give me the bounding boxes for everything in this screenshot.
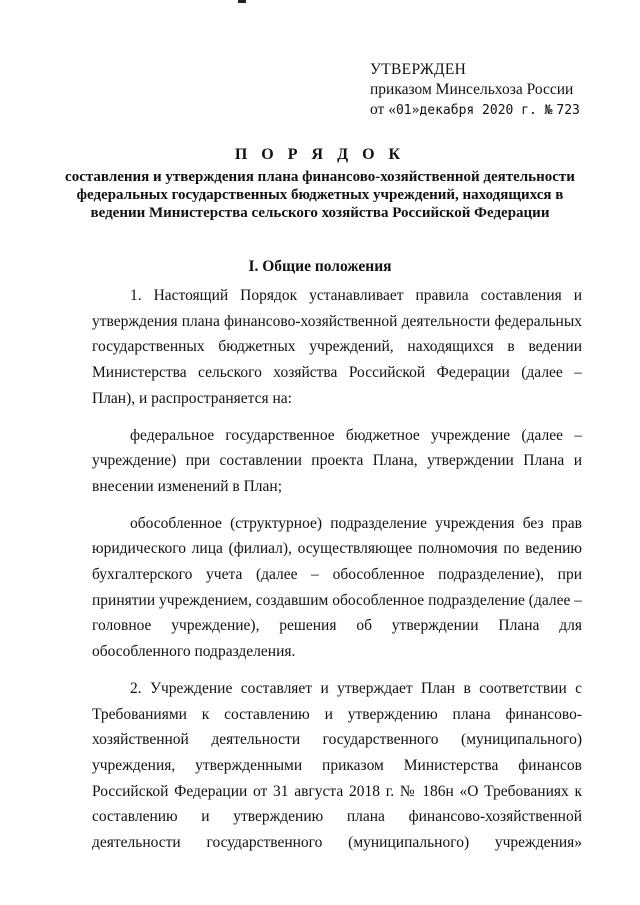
approval-date-day: 01 [395, 103, 412, 118]
approval-title: УТВЕРЖДЕН [370, 61, 467, 78]
paragraph-4: 2. Учреждение составляет и утверждает План в соответствии с Требованиями к составлению и утверждению плана финансово-хозяйственной деятельности государственного (муниципального) учреждения, утвержденными приказом Министерства финансов Российской Федерации от 31 августа 2018 г. № 186н «О Требованиях к составлению и утверждению плана финансово-хозяйственной деятельности государственного (муниципального) учреждения» [92, 679, 582, 852]
document-title: П О Р Я Д О К [234, 146, 406, 163]
scan-artifact [238, 0, 246, 3]
approval-date-prefix: от « [370, 101, 396, 118]
approval-order-number: 723 [556, 103, 580, 118]
approval-order-line: приказом Минсельхоза России [370, 81, 574, 98]
section-heading: I. Общие положения [248, 258, 392, 275]
paragraph-3: обособленное (структурное) подразделение учреждения без прав юридического лица (филиал), осуществляющее полномочия по ведению бухгалтерского учета (далее – обособленное подразделение), при принятии учреждением, создавшим обособленное подразделение (далее – головное учреждение), решения об утверждении Плана для обособленного подразделения. [92, 514, 582, 661]
paragraph-1: 1. Настоящий Порядок устанавливает правила составления и утверждения плана финансово-хозяйственной деятельности федеральных государственных бюджетных учреждений, находящихся в ведении Министерства сельского хозяйства Российской Федерации (далее – План), и распространяется на: [92, 287, 582, 407]
approval-stamp-block [370, 60, 580, 121]
document-subtitle: составления и утверждения плана финансово-хозяйственной деятельности федеральных государственных бюджетных учреждений, находящихся в ведении Министерства сельского хозяйства Российской Федерации [65, 169, 575, 221]
approval-date-middle: »декабря 2020 г. № [411, 103, 553, 118]
document-body [92, 283, 582, 856]
paragraph-2: федеральное государственное бюджетное учреждение (далее – учреждение) при составлении проекта Плана, утверждении Плана и внесении изменений в План; [92, 426, 582, 495]
approval-date-line [370, 100, 580, 121]
